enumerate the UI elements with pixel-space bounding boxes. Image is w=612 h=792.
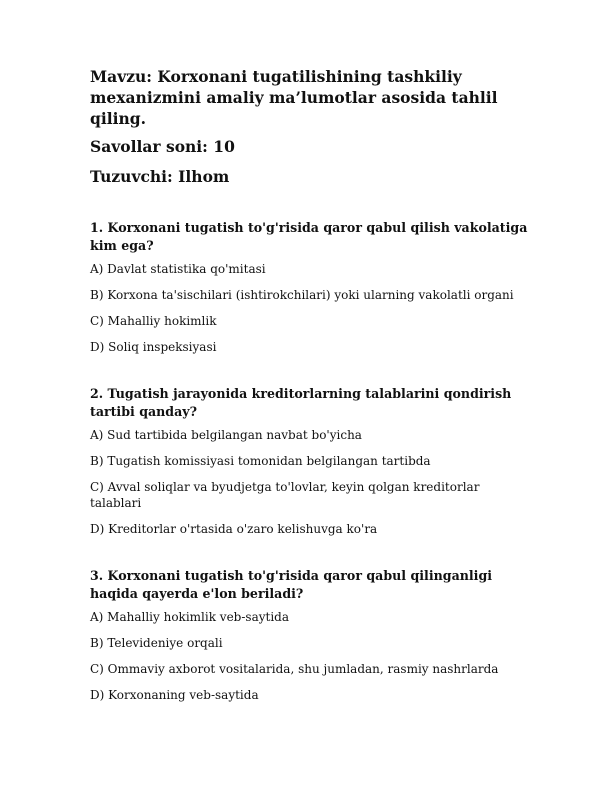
answer-option-b: B) Tugatish komissiyasi tomonidan belgilangan tartibda xyxy=(90,454,431,468)
answer-option-d: D) Korxonaning veb-saytida xyxy=(90,688,259,702)
answer-option-d: D) Soliq inspeksiyasi xyxy=(90,340,217,354)
question-text: 3. Korxonani tugatish to'g'risida qaror qabul qilinganligi haqida qayerda e'lon beriladi? xyxy=(90,568,493,601)
author-line: Tuzuvchi: Ilhom xyxy=(90,167,230,186)
answer-option-a: A) Sud tartibida belgilangan navbat bo'yicha xyxy=(90,428,362,442)
answer-option-c: C) Avval soliqlar va byudjetga to'lovlar, keyin qolgan kreditorlar talablari xyxy=(90,480,480,510)
question-1 xyxy=(90,219,530,355)
answer-option-b: B) Korxona ta'sischilari (ishtirokchilari) yoki ularning vakolatli organi xyxy=(90,288,514,302)
question-2 xyxy=(90,385,530,537)
question-count: Savollar soni: 10 xyxy=(90,137,235,156)
answer-option-d: D) Kreditorlar o'rtasida o'zaro kelishuvga ko'ra xyxy=(90,522,378,536)
question-text: 1. Korxonani tugatish to'g'risida qaror qabul qilish vakolatiga kim ega? xyxy=(90,220,528,253)
question-text: 2. Tugatish jarayonida kreditorlarning talablarini qondirish tartibi qanday? xyxy=(90,386,512,419)
topic-heading: Mavzu: Korxonani tugatilishining tashkiliy mexanizmini amaliy ma’lumotlar asosida tahlil qiling. xyxy=(90,67,498,128)
answer-option-c: C) Mahalliy hokimlik xyxy=(90,314,217,328)
answer-option-a: A) Mahalliy hokimlik veb-saytida xyxy=(90,610,290,624)
document-content xyxy=(90,66,530,713)
question-3 xyxy=(90,567,530,703)
answer-option-b: B) Televideniye orqali xyxy=(90,636,223,650)
answer-option-a: A) Davlat statistika qo'mitasi xyxy=(90,262,266,276)
answer-option-c: C) Ommaviy axborot vositalarida, shu jumladan, rasmiy nashrlarda xyxy=(90,662,499,676)
